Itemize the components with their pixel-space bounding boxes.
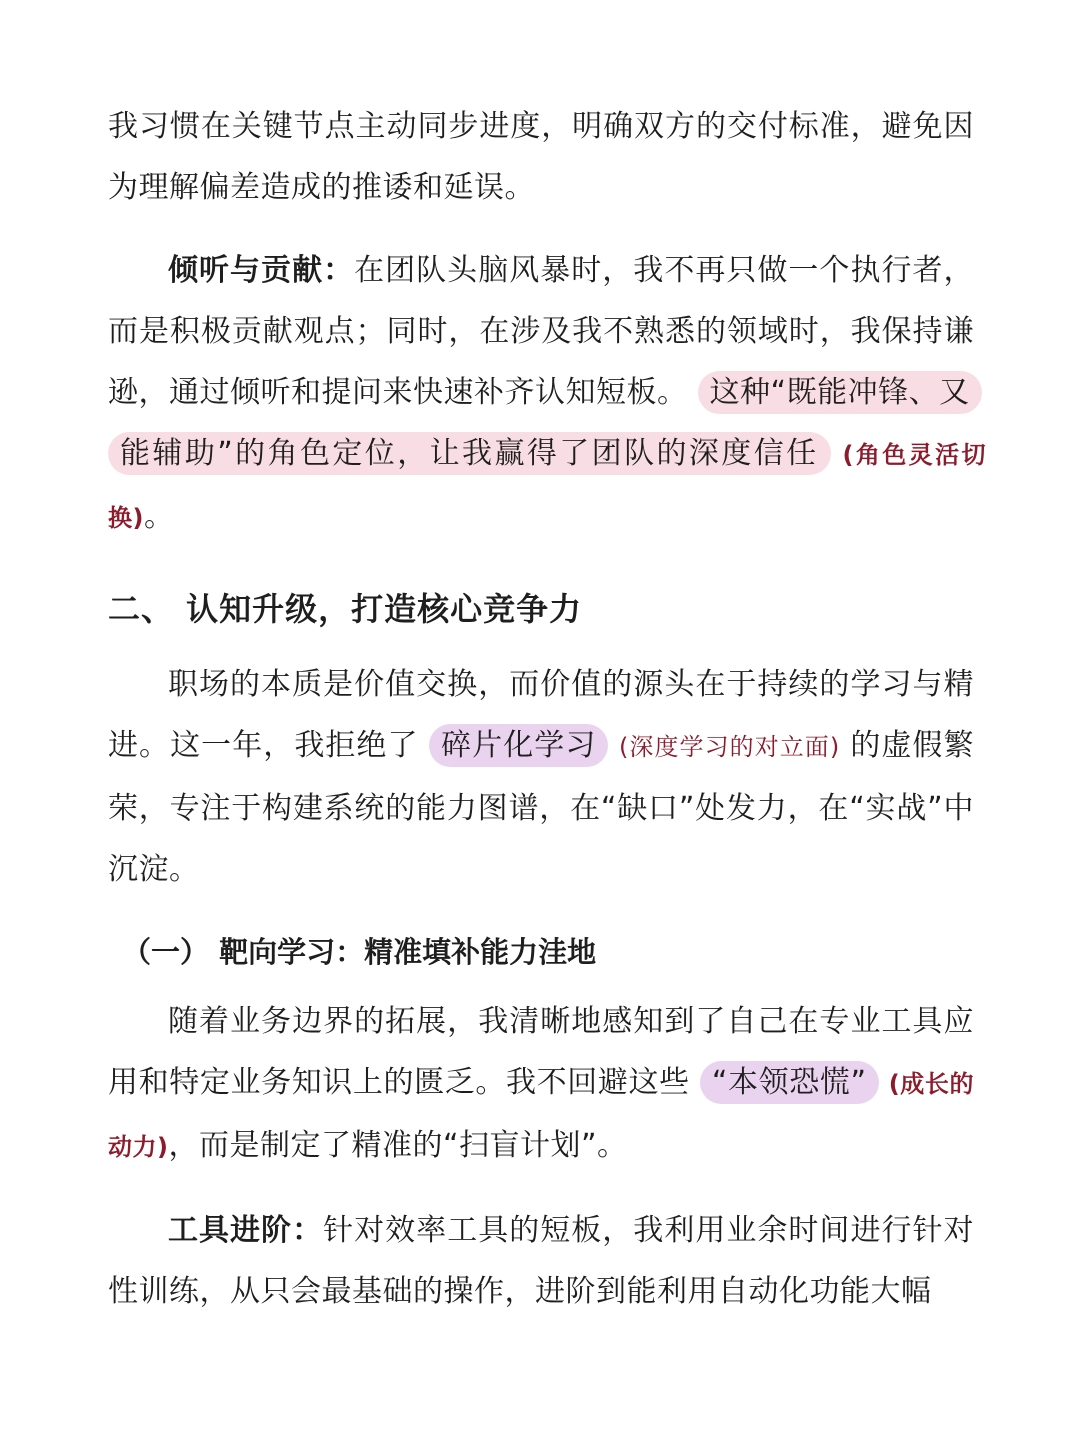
annotation-note: (深度学习的对立面) <box>619 733 840 761</box>
paragraph-text: 职场的本质是价值交换，而价值的源头在于持续的学习与精进。这一年，我拒绝了 <box>108 667 974 763</box>
document-page <box>108 96 986 1322</box>
paragraph-text-after: 的虚假繁荣，专注于构建系统的能力图谱，在“缺口”处发力，在“实战”中沉淀。 <box>108 728 974 887</box>
paragraph-label: 倾听与贡献： <box>168 253 355 288</box>
paragraph-listen-contribute <box>108 240 986 549</box>
paragraph-text-after: ，而是制定了精准的“扫盲计划”。 <box>168 1128 628 1163</box>
annotation-note: (成长的动力) <box>108 1070 975 1161</box>
paragraph-text: 针对效率工具的短板，我利用业余时间进行针对性训练，从只会最基础的操作，进阶到能利用自动化功能大幅 <box>108 1213 975 1309</box>
annotation-note: (角色灵活切换) <box>108 441 986 532</box>
paragraph-text: 在团队头脑风暴时，我不再只做一个执行者，而是积极贡献观点；同时，在涉及我不熟悉的领域时，我保持谦逊，通过倾听和提问来快速补齐认知短板。 <box>108 253 975 410</box>
highlight-purple: 碎片化学习 <box>429 724 608 767</box>
paragraph-end: 。 <box>143 499 175 534</box>
paragraph-tool-advance <box>108 1200 974 1322</box>
paragraph-text: 我习惯在关键节点主动同步进度，明确双方的交付标准，避免因为理解偏差造成的推诿和延误。 <box>108 109 974 205</box>
paragraph-targeted-learning <box>108 991 974 1178</box>
highlight-purple: “本领恐慌” <box>700 1061 879 1104</box>
paragraph-label: 工具进阶： <box>168 1213 324 1248</box>
highlight-pink: 这种“既能冲锋、又能辅助”的角色定位，让我赢得了团队的深度信任 <box>108 371 982 475</box>
subsection-heading: （一） 靶向学习：精准填补能力洼地 <box>122 935 597 969</box>
paragraph-cognitive-upgrade <box>108 654 974 900</box>
paragraph-sync-progress <box>108 96 974 218</box>
section-heading: 二、 认知升级，打造核心竞争力 <box>108 590 583 628</box>
paragraph-text: 随着业务边界的拓展，我清晰地感知到了自己在专业工具应用和特定业务知识上的匮乏。我不回避这些 <box>108 1004 974 1100</box>
